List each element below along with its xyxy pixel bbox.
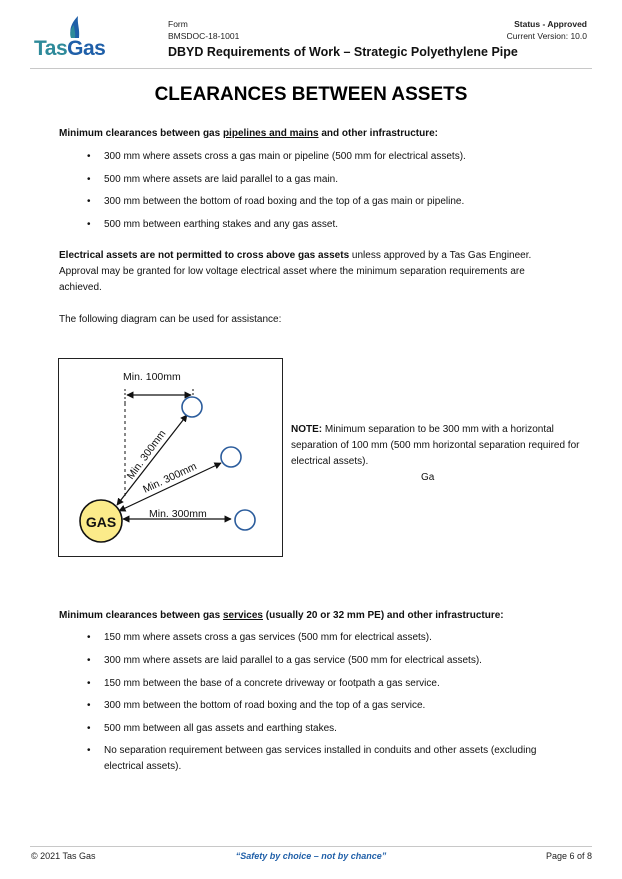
horizontal-label: Min. 300mm — [149, 508, 207, 520]
footer-divider — [30, 846, 592, 847]
bullet-icon: • — [87, 745, 91, 756]
bullet-icon: • — [87, 655, 91, 666]
bullet-icon: • — [87, 196, 91, 207]
bullet-icon: • — [87, 151, 91, 162]
section2-heading: Minimum clearances between gas services (usually 20 or 32 mm PE) and other infrastructure: — [59, 610, 504, 621]
bullet-icon: • — [87, 723, 91, 734]
note-stray-text: Ga — [421, 472, 435, 483]
asset-circle — [182, 397, 202, 417]
asset-circle — [235, 510, 255, 530]
page-title: CLEARANCES BETWEEN ASSETS — [154, 84, 468, 105]
bullet-icon: • — [87, 632, 91, 643]
header-divider — [30, 68, 592, 69]
footer-copyright: © 2021 Tas Gas — [31, 851, 96, 861]
header-status: Status - Approved — [514, 19, 587, 29]
header-form-label: Form — [168, 19, 188, 29]
asset-circle — [221, 447, 241, 467]
section1-heading: Minimum clearances between gas pipelines and mains and other infrastructure: — [59, 128, 439, 139]
bullet-icon: • — [87, 219, 91, 230]
bullet-icon: • — [87, 174, 91, 185]
header-title: DBYD Requirements of Work – Strategic Polyethylene Pipe — [168, 45, 518, 59]
gas-label: GAS — [85, 514, 117, 530]
top-dimension-label: Min. 100mm — [123, 371, 181, 383]
footer-page-number: Page 6 of 8 — [545, 851, 592, 861]
diagonal-label-2: Min. 300mm — [141, 460, 199, 496]
header-doc-number: BMSDOC-18-1001 — [168, 31, 240, 41]
tasgas-logo: TasGas — [34, 37, 106, 60]
electrical-paragraph: Electrical assets are not permitted to cross above gas assets unless approved by a Tas Gas Engineer. Approval may be granted for low voltage electrical asset where the minimum separation requirements are achieved. — [59, 250, 532, 293]
footer-slogan: “Safety by choice – not by chance” — [235, 851, 387, 861]
bullet-icon: • — [87, 700, 91, 711]
diagram-intro: The following diagram can be used for assistance: — [59, 314, 282, 325]
header-version: Current Version: 10.0 — [506, 31, 587, 41]
diagonal-label-1: Min. 300mm — [124, 427, 169, 482]
note-text: NOTE: Minimum separation to be 300 mm with a horizontal separation of 100 mm (500 mm horizontal separation required for electrical assets). — [291, 424, 580, 467]
bullet-icon: • — [87, 678, 91, 689]
clearance-diagram — [58, 358, 283, 557]
